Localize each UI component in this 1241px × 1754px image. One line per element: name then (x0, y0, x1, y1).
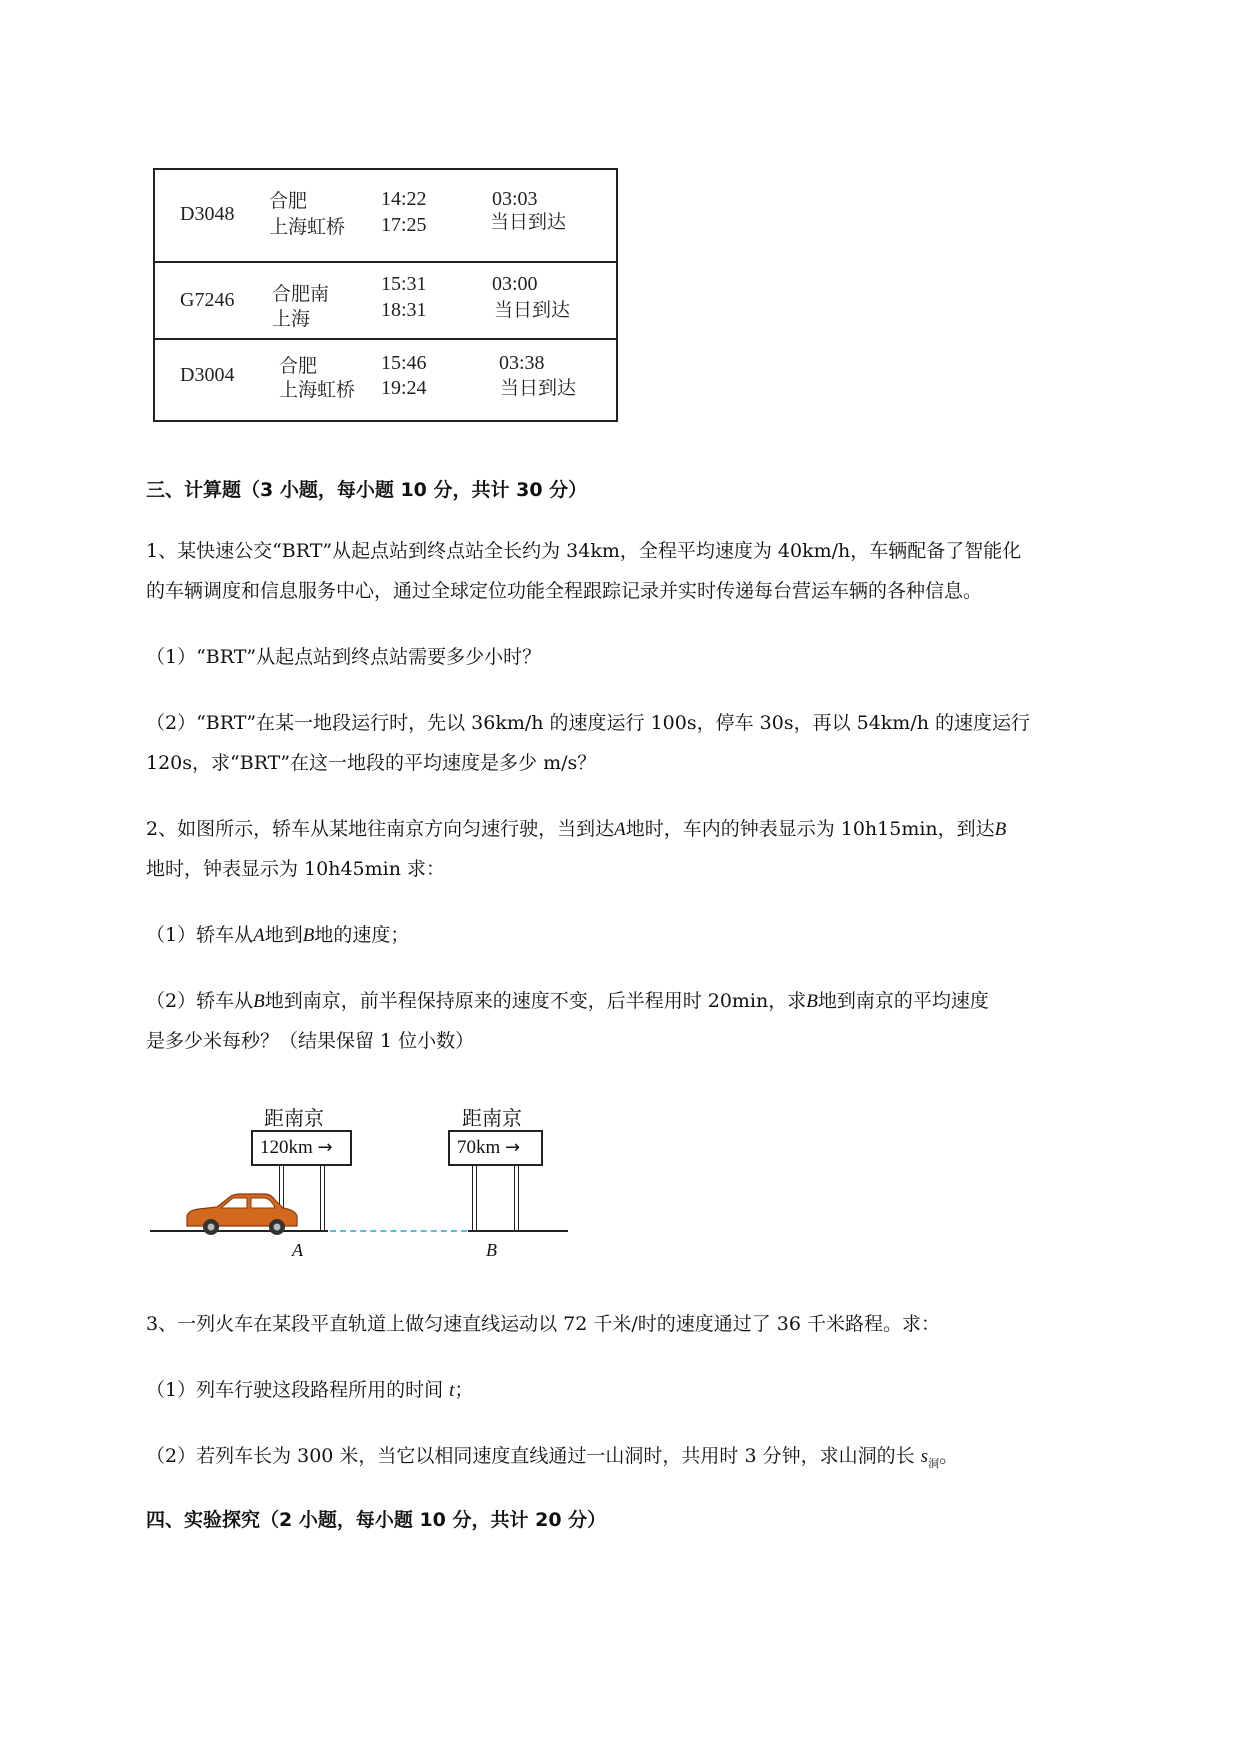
question-1-sub-2: （2）“BRT”在某一地段运行时，先以 36km/h 的速度运行 100s，停车 30s，再以 54km/h 的速度运行 (146, 712, 1030, 734)
point-b-ref: B (994, 819, 1007, 840)
point-b-label: B (486, 1240, 497, 1260)
timetable-row (155, 263, 616, 340)
question-2-sub-2-cont: 是多少米每秒？（结果保留 1 位小数） (146, 1030, 475, 1052)
sign-b-distance: 70km (457, 1137, 501, 1158)
sign-a (251, 1130, 352, 1166)
arrival-note: 当日到达 (490, 211, 567, 233)
point-a-ref: A (253, 925, 265, 946)
train-number: G7246 (180, 289, 235, 311)
text-segment: 地时，车内的钟表显示为 10h15min，到达 (625, 818, 995, 840)
text-segment: （2）若列车长为 300 米，当它以相同速度直线通过一山洞时，共用时 3 分钟，求山洞的长 (146, 1445, 915, 1467)
duration: 03:03 (492, 188, 538, 210)
sign-a-title: 距南京 (264, 1106, 324, 1130)
arrival-note: 当日到达 (494, 299, 571, 321)
sign-a-distance: 120km (260, 1137, 313, 1158)
text-segment: 地到南京的平均速度 (817, 990, 989, 1012)
question-2-text-cont: 地时，钟表显示为 10h45min 求： (146, 858, 446, 880)
question-2-sub-1 (146, 915, 409, 956)
variable-subscript: 洞 (928, 1456, 940, 1470)
section-heading: 四、实验探究（2 小题，每小题 10 分，共计 20 分） (146, 1509, 607, 1531)
section-heading: 三、计算题（3 小题，每小题 10 分，共计 30 分） (146, 479, 588, 501)
depart-time: 15:31 (381, 273, 427, 295)
text-segment: 地到 (264, 924, 303, 946)
text-segment: 。 (939, 1445, 959, 1467)
depart-time: 14:22 (381, 188, 427, 210)
point-b-ref: B (253, 991, 265, 1012)
question-1-text: 1、某快速公交“BRT”从起点站到终点站全长约为 34km，全程平均速度为 40km/h，车辆配备了智能化 (146, 540, 1022, 562)
train-timetable (153, 168, 618, 422)
text-segment: 地到南京，前半程保持原来的速度不变，后半程用时 20min，求 (264, 990, 807, 1012)
to-station: 上海 (272, 308, 311, 330)
sign-b-post (472, 1166, 477, 1230)
road-sign-diagram (148, 1098, 568, 1268)
train-number: D3048 (180, 203, 235, 225)
point-a-label: A (292, 1240, 303, 1260)
car-icon (183, 1190, 303, 1238)
question-2-sub-2 (146, 981, 989, 1022)
duration: 03:00 (492, 273, 538, 295)
distance-dashed-line (330, 1230, 467, 1232)
arrow-right-icon: → (505, 1137, 521, 1158)
question-1-sub-2-cont: 120s，求“BRT”在这一地段的平均速度是多少 m/s？ (146, 752, 597, 774)
from-station: 合肥 (279, 355, 318, 377)
timetable-row (155, 340, 616, 421)
sign-b (448, 1130, 543, 1166)
question-1-sub-1: （1）“BRT”从起点站到终点站需要多少小时？ (146, 646, 542, 668)
question-2-text (146, 809, 1006, 850)
depart-time: 15:46 (381, 352, 427, 374)
duration: 03:38 (499, 352, 545, 374)
point-a-ref: A (614, 819, 626, 840)
to-station: 上海虹桥 (279, 379, 356, 401)
sign-b-post (514, 1166, 519, 1230)
sign-b-title: 距南京 (462, 1106, 522, 1130)
point-b-ref: B (806, 991, 818, 1012)
sign-a-post (320, 1166, 325, 1230)
from-station: 合肥 (269, 190, 308, 212)
question-3-sub-2 (146, 1436, 958, 1484)
text-segment: （1）轿车从 (146, 924, 254, 946)
text-segment: 2、如图所示，轿车从某地往南京方向匀速行驶，当到达 (146, 818, 615, 840)
arrival-note: 当日到达 (500, 377, 577, 399)
text-segment: ； (454, 1379, 474, 1401)
text-segment: 地的速度； (314, 924, 410, 946)
to-station: 上海虹桥 (269, 216, 346, 238)
point-b-ref: B (302, 925, 315, 946)
text-segment: （1）列车行驶这段路程所用的时间 (146, 1379, 444, 1401)
from-station: 合肥南 (272, 283, 330, 305)
text-segment: （2）轿车从 (146, 990, 254, 1012)
timetable-row (155, 170, 616, 263)
question-3-text: 3、一列火车在某段平直轨道上做匀速直线运动以 72 千米/时的速度通过了 36 千米路程。求： (146, 1313, 941, 1335)
train-number: D3004 (180, 364, 235, 386)
arrow-right-icon: → (317, 1137, 333, 1158)
question-1-text-cont: 的车辆调度和信息服务中心，通过全球定位功能全程跟踪记录并实时传递每台营运车辆的各种信息。 (146, 580, 983, 602)
arrive-time: 17:25 (381, 214, 427, 236)
question-3-sub-1 (146, 1370, 473, 1411)
time-variable: t (449, 1380, 455, 1401)
length-variable: s (920, 1446, 929, 1467)
arrive-time: 19:24 (381, 377, 427, 399)
arrive-time: 18:31 (381, 299, 427, 321)
road-line (468, 1230, 568, 1232)
